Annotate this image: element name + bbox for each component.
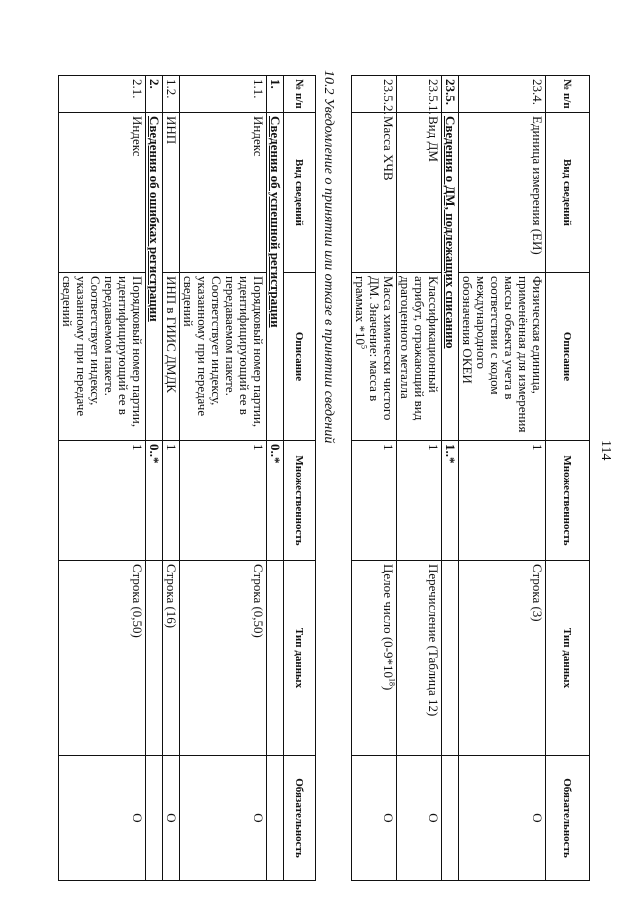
cell-name: Сведения о ДМ, подлежащих списанию xyxy=(442,113,459,441)
cell-type: Целое число $(0-9*10^{18})$ xyxy=(352,561,397,756)
cell-num: 1.1. xyxy=(180,76,267,113)
cell-desc: Масса химически чистого ДМ. Значение: масса в граммах $*10^5$ xyxy=(352,273,397,441)
section-row xyxy=(442,76,459,881)
cell-num: 23.5. xyxy=(442,76,459,113)
cell-name: Сведения об ошибках регистрации xyxy=(146,113,163,441)
type-close-paren: ) xyxy=(381,686,396,691)
cell-req: О xyxy=(180,756,267,881)
table-row xyxy=(59,76,146,881)
cell-mult: 1 xyxy=(59,441,146,561)
cell-desc: Порядковый номер партии, идентифицирующий ее в передаваемом пакете. Соответствует индексу, указанному при передаче сведений xyxy=(59,273,146,441)
cell-desc: ИНП в ГИИС ДМДК xyxy=(163,273,180,441)
cell-type: Строка (0,50) xyxy=(180,561,267,756)
cell-num: 2.1. xyxy=(59,76,146,113)
cell-mult: 0..* xyxy=(267,441,284,561)
type-exponent: 18 xyxy=(387,678,397,686)
desc-exponent: 5 xyxy=(359,345,369,349)
cell-num: 23.4. xyxy=(459,76,546,113)
table1-body xyxy=(352,76,546,881)
cell-mult: 1 xyxy=(163,441,180,561)
cell-name: Сведения об успешной регистрации xyxy=(267,113,284,441)
cell-num: 23.5.1. xyxy=(397,76,442,113)
cell-name: Индекс xyxy=(180,113,267,273)
cell-req: О xyxy=(459,756,546,881)
section-row xyxy=(267,76,284,881)
cell-name: ИНП xyxy=(163,113,180,273)
cell-type xyxy=(146,561,163,756)
table-row xyxy=(459,76,546,881)
cell-req: О xyxy=(163,756,180,881)
table2-body xyxy=(59,76,284,881)
header-desc: Описание xyxy=(284,273,316,441)
cell-desc: Порядковый номер партии, идентифицирующий ее в передаваемом пакете. Соответствует индексу, указанному при передаче сведений xyxy=(180,273,267,441)
cell-type: Строка (16) xyxy=(163,561,180,756)
cell-num: 1. xyxy=(267,76,284,113)
cell-req xyxy=(442,756,459,881)
header-type: Тип данных xyxy=(546,561,590,756)
table-header-row xyxy=(284,76,316,881)
cell-type xyxy=(267,561,284,756)
header-mult: Множественность xyxy=(284,441,316,561)
cell-num: 23.5.2. xyxy=(352,76,397,113)
table-row xyxy=(352,76,397,881)
cell-num: 2. xyxy=(146,76,163,113)
cell-type: Строка (0,50) xyxy=(59,561,146,756)
cell-type xyxy=(442,561,459,756)
cell-mult: 1..* xyxy=(442,441,459,561)
table-header-row xyxy=(546,76,590,881)
header-req: Обязательность xyxy=(284,756,316,881)
cell-req xyxy=(267,756,284,881)
table-caption: 10.2 Уведомление о принятии или отказе в принятии сведений xyxy=(321,70,336,444)
cell-mult: 1 xyxy=(352,441,397,561)
cell-type: Перечисление (Таблица 12) xyxy=(397,561,442,756)
cell-mult: 0..* xyxy=(146,441,163,561)
cell-desc: Физическая единица, применённая для измерения массы объекта учета в соответствии с кодом международного обозначения ОКЕИ xyxy=(459,273,546,441)
section-row xyxy=(146,76,163,881)
cell-req xyxy=(146,756,163,881)
header-mult: Множественность xyxy=(546,441,590,561)
cell-name: Единица измерения (ЕИ) xyxy=(459,113,546,273)
cell-req: О xyxy=(397,756,442,881)
cell-name: Индекс xyxy=(59,113,146,273)
table-row xyxy=(163,76,180,881)
cell-name: Вид ДМ xyxy=(397,113,442,273)
cell-type: Строка (3) xyxy=(459,561,546,756)
table-row xyxy=(397,76,442,881)
cell-desc: Классификационный атрибут, отражающий вид драгоценного металла xyxy=(397,273,442,441)
cell-mult: 1 xyxy=(180,441,267,561)
cell-req: О xyxy=(59,756,146,881)
cell-mult: 1 xyxy=(397,441,442,561)
header-desc: Описание xyxy=(546,273,590,441)
table-notification xyxy=(58,75,316,881)
cell-mult: 1 xyxy=(459,441,546,561)
header-type: Тип данных xyxy=(284,561,316,756)
header-name: Вид сведений xyxy=(284,113,316,273)
header-req: Обязательность xyxy=(546,756,590,881)
cell-num: 1.2. xyxy=(163,76,180,113)
header-name: Вид сведений xyxy=(546,113,590,273)
table-row xyxy=(180,76,267,881)
header-num: № п/п xyxy=(546,76,590,113)
cell-req: О xyxy=(352,756,397,881)
header-num: № п/п xyxy=(284,76,316,113)
page-number: 114 xyxy=(598,440,613,461)
cell-name: Масса ХЧВ xyxy=(352,113,397,273)
table-data-items xyxy=(351,75,590,881)
